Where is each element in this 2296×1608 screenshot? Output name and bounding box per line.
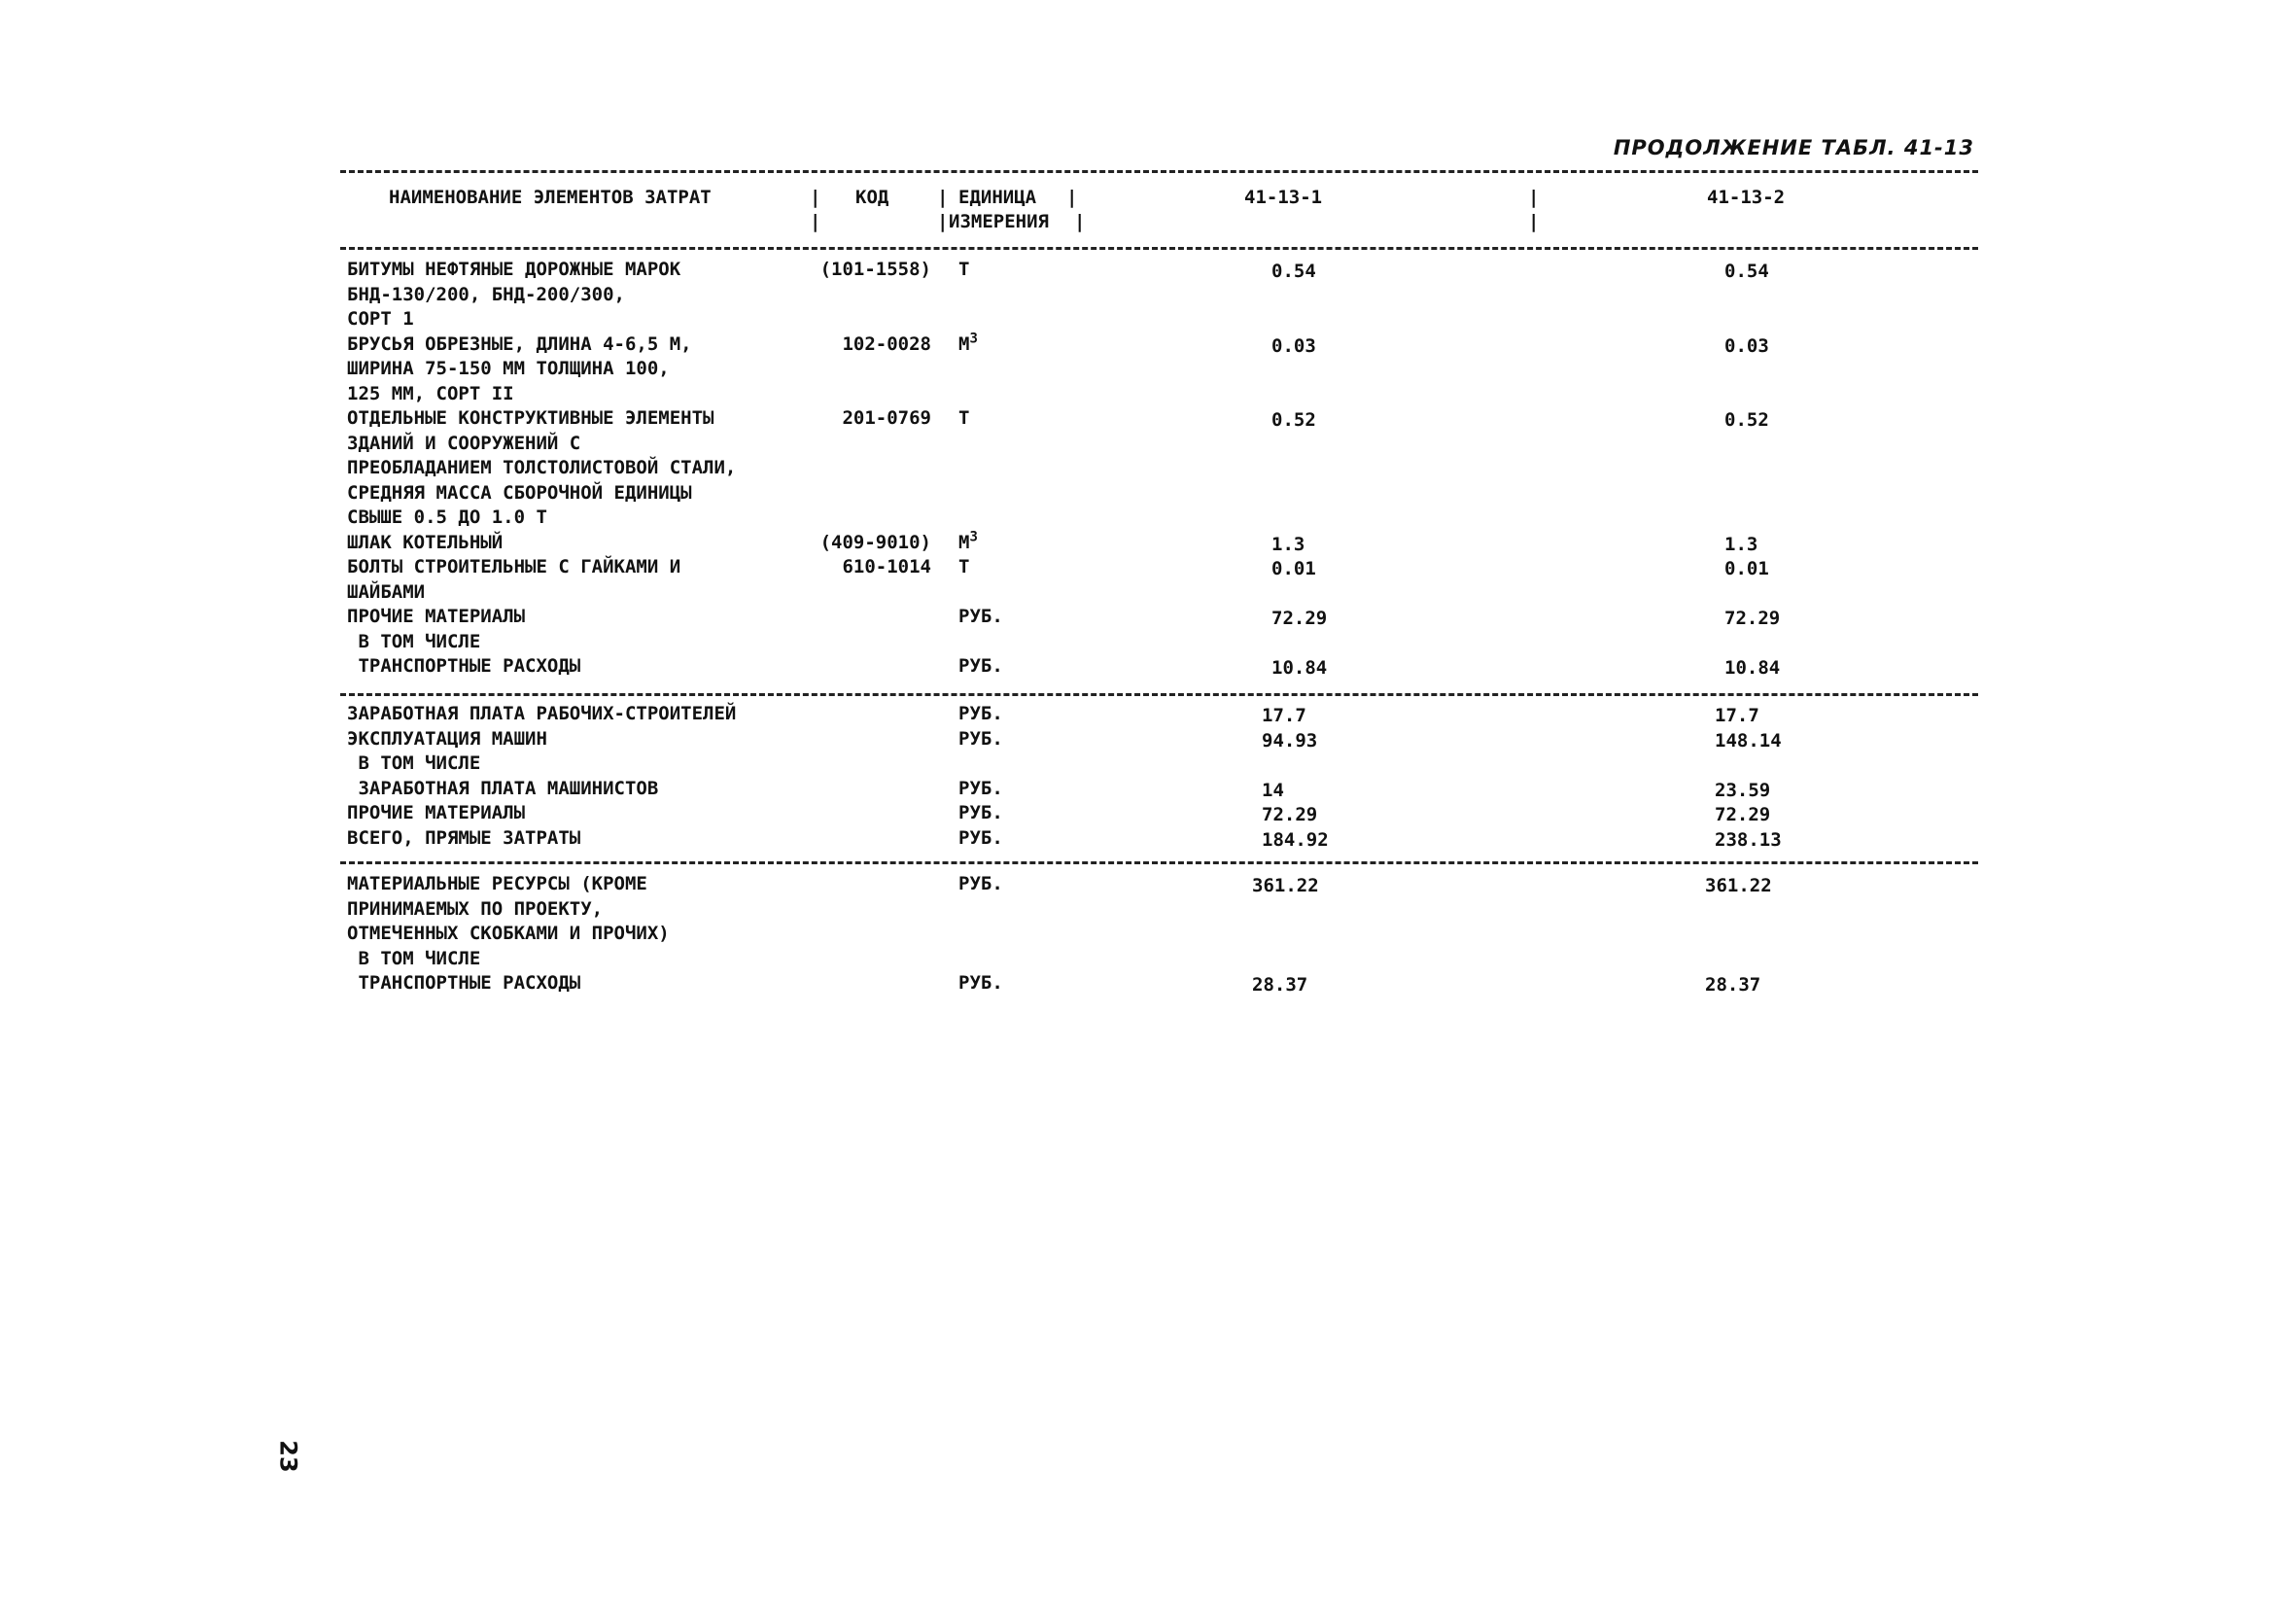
row-unit: РУБ. [958, 703, 1003, 724]
row-unit: РУБ. [958, 873, 1003, 894]
row-unit: Т [958, 556, 970, 577]
row-value-41-13-1: 72.29 [1271, 608, 1328, 629]
row-value-41-13-2: 0.52 [1724, 409, 1769, 431]
row-value-41-13-2: 0.01 [1724, 558, 1769, 579]
header-sep: | [1066, 187, 1078, 208]
row-name-line: БРУСЬЯ ОБРЕЗНЫЕ, ДЛИНА 4-6,5 М, [347, 332, 692, 355]
header-unit-line1: ЕДИНИЦА [958, 187, 1037, 208]
row-value-41-13-1: 361.22 [1252, 875, 1319, 896]
header-sep: | [937, 211, 949, 232]
table-continuation-caption: ПРОДОЛЖЕНИЕ ТАБЛ. 41-13 [1613, 136, 1974, 159]
row-name-line: СВЫШЕ 0.5 ДО 1.0 Т [347, 507, 547, 528]
row-value-41-13-2: 10.84 [1724, 657, 1781, 679]
header-unit-line2: ИЗМЕРЕНИЯ [949, 211, 1049, 232]
unit-exponent: 3 [969, 529, 978, 545]
row-value-41-13-1: 0.54 [1271, 261, 1316, 282]
row-unit: РУБ. [958, 727, 1003, 750]
row-name-line: 125 ММ, СОРТ II [347, 382, 514, 404]
row-value-41-13-2: 72.29 [1724, 608, 1781, 629]
row-unit: РУБ. [958, 972, 1003, 994]
row-name-line: БНД-130/200, БНД-200/300, [347, 283, 625, 305]
row-name: В ТОМ ЧИСЛЕ [347, 752, 481, 774]
header-col2: 41-13-2 [1707, 187, 1786, 208]
row-value-41-13-1: 72.29 [1262, 804, 1318, 825]
row-value-41-13-2: 17.7 [1715, 705, 1759, 726]
row-name-line: В ТОМ ЧИСЛЕ [347, 630, 481, 652]
page-number: 23 [274, 1440, 302, 1473]
row-name: ЭКСПЛУАТАЦИЯ МАШИН [347, 727, 547, 750]
row-name: МАТЕРИАЛЬНЫЕ РЕСУРСЫ (КРОМЕ [347, 873, 647, 894]
row-name-line: ЗДАНИЙ И СООРУЖЕНИЙ С [347, 432, 581, 454]
row-value-41-13-2: 361.22 [1705, 875, 1772, 896]
row-value-41-13-1: 1.3 [1271, 533, 1305, 555]
unit-exponent: 3 [969, 331, 978, 347]
row-value-41-13-1: 28.37 [1252, 974, 1308, 996]
header-sep: | [1528, 187, 1540, 208]
row-unit: РУБ. [958, 655, 1003, 677]
row-value-41-13-1: 0.03 [1271, 334, 1316, 357]
row-unit: $М^3$ [958, 529, 978, 553]
row-unit: РУБ. [958, 606, 1003, 627]
row-value-41-13-2: 1.3 [1724, 533, 1758, 555]
row-value-41-13-2: 238.13 [1715, 828, 1782, 851]
header-col1: 41-13-1 [1244, 187, 1323, 208]
row-value-41-13-1: 184.92 [1262, 828, 1329, 851]
row-code: (409-9010) [819, 531, 931, 553]
row-name: ВСЕГО, ПРЯМЫЕ ЗАТРАТЫ [347, 826, 581, 849]
row-name-line: СОРТ 1 [347, 308, 414, 330]
row-name-line: ПРОЧИЕ МАТЕРИАЛЫ [347, 606, 526, 627]
row-value-41-13-1: 17.7 [1262, 705, 1306, 726]
row-name: В ТОМ ЧИСЛЕ [347, 947, 481, 969]
row-unit: Т [958, 407, 970, 429]
row-name-line: ШИРИНА 75-150 ММ ТОЛЩИНА 100, [347, 358, 670, 379]
row-name-line: БИТУМЫ НЕФТЯНЫЕ ДОРОЖНЫЕ МАРОК [347, 259, 681, 280]
row-value-41-13-2: 28.37 [1705, 974, 1761, 996]
row-name: ПРОЧИЕ МАТЕРИАЛЫ [347, 802, 526, 823]
row-name-line: ТРАНСПОРТНЫЕ РАСХОДЫ [347, 655, 581, 677]
row-name: ЗАРАБОТНАЯ ПЛАТА РАБОЧИХ-СТРОИТЕЛЕЙ [347, 703, 737, 724]
row-value-41-13-2: 72.29 [1715, 804, 1771, 825]
row-value-41-13-2: 148.14 [1715, 729, 1782, 752]
row-code: 610-1014 [842, 556, 931, 577]
header-sep: | [1074, 211, 1086, 232]
header-sep: | [810, 211, 821, 232]
row-code: 102-0028 [842, 332, 931, 355]
row-value-41-13-1: 14 [1262, 779, 1284, 801]
header-sep: | [810, 187, 821, 208]
row-name: ЗАРАБОТНАЯ ПЛАТА МАШИНИСТОВ [347, 777, 659, 799]
row-name: ПРИНИМАЕМЫХ ПО ПРОЕКТУ, [347, 897, 604, 920]
row-name-line: СРЕДНЯЯ МАССА СБОРОЧНОЙ ЕДИНИЦЫ [347, 481, 692, 504]
rule-top [340, 170, 1978, 173]
row-name: ОТМЕЧЕННЫХ СКОБКАМИ И ПРОЧИХ) [347, 923, 670, 944]
row-value-41-13-1: 10.84 [1271, 657, 1328, 679]
row-value-41-13-2: 23.59 [1715, 779, 1771, 801]
header-code: КОД [855, 187, 889, 208]
row-name-line: ШЛАК КОТЕЛЬНЫЙ [347, 531, 504, 553]
row-unit: РУБ. [958, 802, 1003, 823]
row-value-41-13-1: 0.01 [1271, 558, 1316, 579]
row-value-41-13-2: 0.03 [1724, 334, 1769, 357]
row-value-41-13-1: 0.52 [1271, 409, 1316, 431]
row-name: ТРАНСПОРТНЫЕ РАСХОДЫ [347, 972, 581, 994]
header-name: НАИМЕНОВАНИЕ ЭЛЕМЕНТОВ ЗАТРАТ [389, 187, 712, 208]
header-sep: | [1528, 211, 1540, 232]
row-code: (101-1558) [819, 259, 931, 280]
row-name-line: БОЛТЫ СТРОИТЕЛЬНЫЕ С ГАЙКАМИ И [347, 556, 681, 577]
row-name-line: ПРЕОБЛАДАНИЕМ ТОЛСТОЛИСТОВОЙ СТАЛИ, [347, 457, 737, 478]
row-unit: РУБ. [958, 777, 1003, 799]
row-unit: Т [958, 259, 970, 280]
rule-header-bottom [340, 247, 1978, 250]
row-unit: РУБ. [958, 826, 1003, 849]
row-name-line: ОТДЕЛЬНЫЕ КОНСТРУКТИВНЫЕ ЭЛЕМЕНТЫ [347, 407, 714, 429]
rule-section-2 [340, 861, 1978, 864]
row-value-41-13-1: 94.93 [1262, 729, 1318, 752]
row-value-41-13-2: 0.54 [1724, 261, 1769, 282]
row-unit: $М^3$ [958, 331, 978, 355]
rule-section-1 [340, 693, 1978, 696]
row-name-line: ШАЙБАМИ [347, 580, 426, 603]
row-code: 201-0769 [842, 407, 931, 429]
header-sep: | [937, 187, 949, 208]
